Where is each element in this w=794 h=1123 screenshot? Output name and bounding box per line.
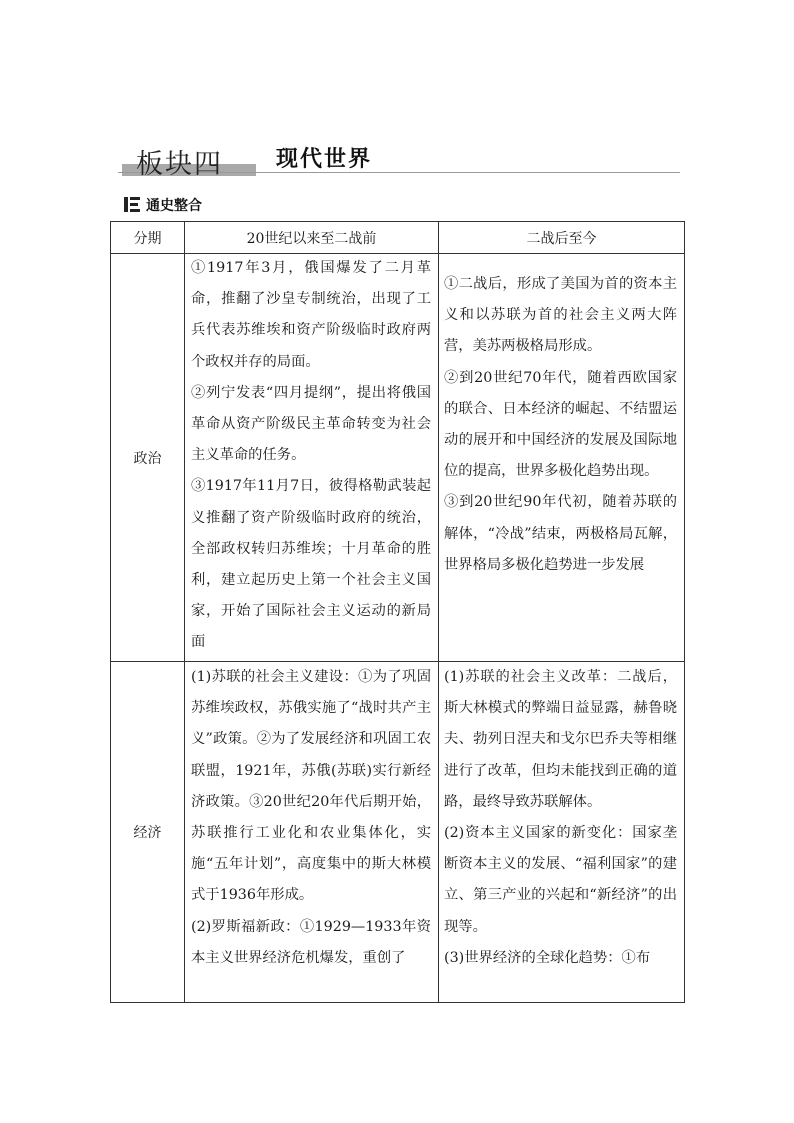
- section-banner: [118, 138, 680, 178]
- list-item: ②列宁发表“四月提纲”，提出将俄国革命从资产阶级民主革命转变为社会主义革命的任务。: [191, 384, 431, 464]
- section-label: 通史整合: [146, 198, 202, 214]
- economy-prewar-cell: [191, 662, 431, 1002]
- history-table: [110, 221, 685, 1003]
- banner-title: 现代世界: [276, 146, 373, 172]
- list-item: (3)世界经济的全球化趋势：①布: [444, 949, 651, 966]
- politics-postwar-cell: [444, 269, 677, 649]
- list-item: (1)苏联的社会主义建设：①为了巩固苏维埃政权，苏俄实施了“战时共产主义”政策。②为了发展经济和巩固工农联盟，1921年，苏俄(苏联)实行新经济政策。③20世纪20年代后期开始，苏联推行工业化和农业集体化，实施“五年计划”，高度集中的斯大林模式于1936年形成。: [191, 669, 431, 904]
- row-label-economy: 经济: [133, 825, 162, 841]
- list-item: ②到20世纪70年代，随着西欧国家的联合、日本经济的崛起、不结盟运动的展开和中国经济的发展及国际地位的提高，世界多极化趋势出现。: [444, 369, 677, 480]
- banner-block-label: 板块四: [136, 149, 223, 180]
- list-icon: [124, 197, 140, 212]
- list-item: (1)苏联的社会主义改革：二战后，斯大林模式的弊端日益显露，赫鲁晓夫、勃列日涅夫和戈尔巴乔夫等相继进行了改革，但均未能找到正确的道路，最终导致苏联解体。: [444, 669, 677, 810]
- list-item: (2)罗斯福新政：①1929—1933年资本主义世界经济危机爆发，重创了: [191, 918, 431, 966]
- list-item: ①二战后，形成了美国为首的资本主义和以苏联为首的社会主义两大阵营，美苏两极格局形成。: [444, 276, 677, 355]
- list-item: ③1917年11月7日，彼得格勒武装起义推翻了资产阶级临时政府的统治，全部政权转归苏维埃；十月革命的胜利，建立起历史上第一个社会主义国家，开始了国际社会主义运动的新局面: [191, 478, 431, 651]
- economy-postwar-cell: [444, 662, 677, 1002]
- list-item: ①1917年3月，俄国爆发了二月革命，推翻了沙皇专制统治，出现了工兵代表苏维埃和资产阶级临时政府两个政权并存的局面。: [191, 260, 431, 370]
- politics-prewar-cell: [191, 253, 431, 660]
- header-prewar: 20世纪以来至二战前: [246, 230, 377, 247]
- header-postwar: 二战后至今: [526, 230, 597, 247]
- row-label-politics: 政治: [133, 450, 162, 467]
- list-item: (2)资本主义国家的新变化：国家垄断资本主义的发展、“福利国家”的建立、第三产业的兴起和“新经济”的出现等。: [444, 825, 677, 935]
- header-period: 分期: [133, 230, 162, 247]
- list-item: ③到20世纪90年代初，随着苏联的解体，“冷战”结束，两极格局瓦解，世界格局多极化趋势进一步发展: [444, 494, 677, 573]
